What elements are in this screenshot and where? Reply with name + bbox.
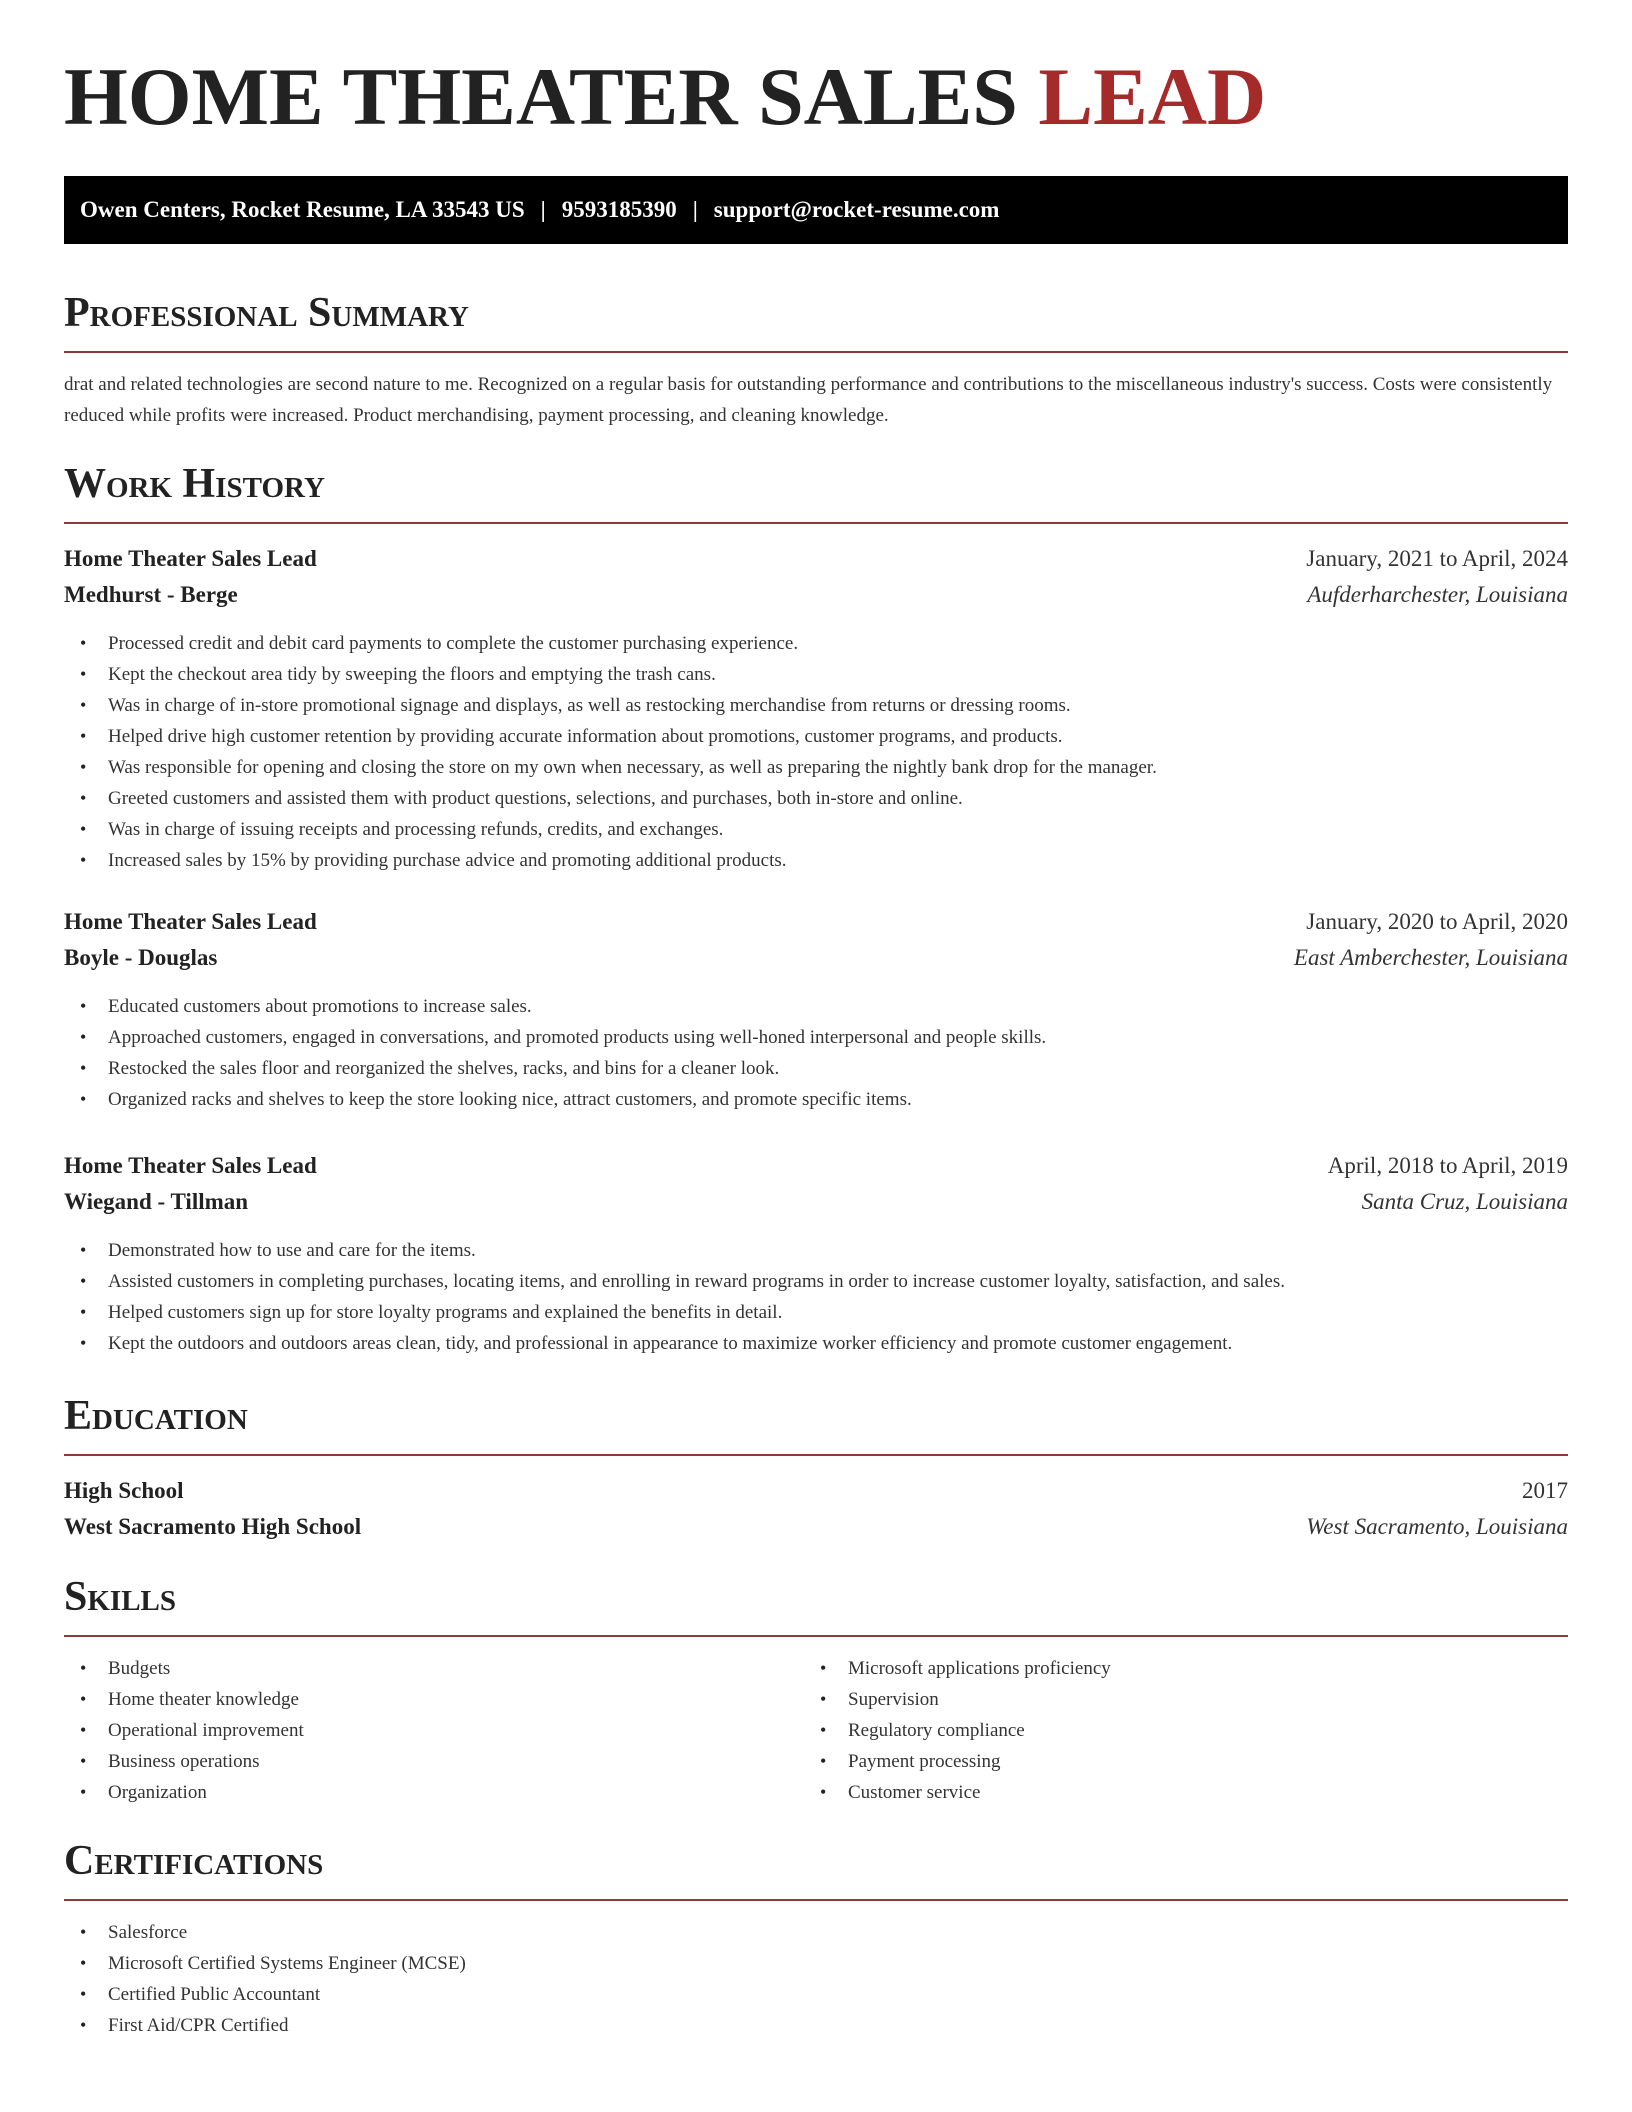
skills-list-left bbox=[64, 1653, 304, 1808]
job-duty: • Increased sales by 15% by providing purchase advice and promoting additional products. bbox=[64, 845, 1157, 876]
job-duty: • Processed credit and debit card payments to complete the customer purchasing experience. bbox=[64, 628, 1157, 659]
job-dates: April, 2018 to April, 2019 bbox=[1327, 1153, 1568, 1178]
education-heading: Education bbox=[64, 1393, 248, 1439]
job-header bbox=[64, 1150, 1568, 1182]
contact-address: Owen Centers, Rocket Resume, LA 33543 US bbox=[80, 197, 525, 222]
job-duties-list bbox=[64, 1235, 1285, 1359]
skills-heading: Skills bbox=[64, 1574, 177, 1620]
skill-item: • Business operations bbox=[64, 1746, 304, 1777]
job-duty: • Was in charge of in-store promotional signage and displays, as well as restocking merchandise from returns or dressing rooms. bbox=[64, 690, 1157, 721]
section-divider bbox=[64, 351, 1568, 353]
contact-bar bbox=[64, 176, 1568, 244]
job-duty: • Helped drive high customer retention by providing accurate information about promotions, customer programs, and products. bbox=[64, 721, 1157, 752]
skill-item: • Payment processing bbox=[804, 1746, 1111, 1777]
job-duty: • Kept the checkout area tidy by sweeping the floors and emptying the trash cans. bbox=[64, 659, 1157, 690]
job-location: Aufderharchester, Louisiana bbox=[1307, 582, 1568, 607]
job-header bbox=[64, 543, 1568, 575]
job-duty: • Restocked the sales floor and reorganized the shelves, racks, and bins for a cleaner look. bbox=[64, 1053, 1046, 1084]
job-duty: • Kept the outdoors and outdoors areas clean, tidy, and professional in appearance to maximize worker efficiency and promote customer engagement. bbox=[64, 1328, 1285, 1359]
education-location: West Sacramento, Louisiana bbox=[1306, 1514, 1568, 1539]
section-divider bbox=[64, 1454, 1568, 1456]
job-duty: • Organized racks and shelves to keep the store looking nice, attract customers, and promote specific items. bbox=[64, 1084, 1046, 1115]
skill-item: • Regulatory compliance bbox=[804, 1715, 1111, 1746]
certifications-list bbox=[64, 1917, 466, 2041]
contact-phone: 9593185390 bbox=[561, 197, 677, 222]
job-duty: • Approached customers, engaged in conversations, and promoted products using well-honed interpersonal and people skills. bbox=[64, 1022, 1046, 1053]
skill-item: • Operational improvement bbox=[64, 1715, 304, 1746]
job-location: Santa Cruz, Louisiana bbox=[1361, 1189, 1568, 1214]
contact-email: support@rocket-resume.com bbox=[713, 197, 1000, 222]
job-company: Boyle - Douglas bbox=[64, 945, 218, 970]
certification-item: • Microsoft Certified Systems Engineer (MCSE) bbox=[64, 1948, 466, 1979]
title-accent: LEAD bbox=[1038, 51, 1267, 142]
skill-item: • Microsoft applications proficiency bbox=[804, 1653, 1111, 1684]
education-school: West Sacramento High School bbox=[64, 1514, 362, 1539]
title-main: HOME THEATER SALES bbox=[64, 51, 1018, 142]
skills-list-right bbox=[804, 1653, 1111, 1808]
job-header bbox=[64, 906, 1568, 938]
job-subheader bbox=[64, 1186, 1568, 1218]
section-divider bbox=[64, 1899, 1568, 1901]
job-dates: January, 2021 to April, 2024 bbox=[1306, 546, 1568, 571]
job-duty: • Greeted customers and assisted them with product questions, selections, and purchases, both in-store and online. bbox=[64, 783, 1157, 814]
job-duty: • Educated customers about promotions to increase sales. bbox=[64, 991, 1046, 1022]
section-divider bbox=[64, 1635, 1568, 1637]
contact-separator: | bbox=[540, 197, 546, 222]
job-dates: January, 2020 to April, 2020 bbox=[1306, 909, 1568, 934]
summary-text: drat and related technologies are second nature to me. Recognized on a regular basis for outstanding performance and contributions to the miscellaneous industry's success. Costs were consistently reduced while profits were increased. Product merchandising, payment processing, and cleaning knowledge. bbox=[64, 374, 1553, 426]
certification-item: • First Aid/CPR Certified bbox=[64, 2010, 466, 2041]
job-location: East Amberchester, Louisiana bbox=[1293, 945, 1568, 970]
job-duties-list bbox=[64, 628, 1157, 876]
job-duties-list bbox=[64, 991, 1046, 1115]
job-title: Home Theater Sales Lead bbox=[64, 546, 317, 571]
skill-item: • Budgets bbox=[64, 1653, 304, 1684]
certification-item: • Certified Public Accountant bbox=[64, 1979, 466, 2010]
job-duty: • Demonstrated how to use and care for the items. bbox=[64, 1235, 1285, 1266]
work-history-heading: Work History bbox=[64, 461, 325, 507]
job-subheader bbox=[64, 942, 1568, 974]
page-title bbox=[64, 51, 1267, 142]
summary-heading: Professional Summary bbox=[64, 290, 469, 336]
certifications-heading: Certifications bbox=[64, 1838, 324, 1884]
job-company: Medhurst - Berge bbox=[64, 582, 238, 607]
education-header bbox=[64, 1475, 1568, 1507]
section-divider bbox=[64, 522, 1568, 524]
job-company: Wiegand - Tillman bbox=[64, 1189, 249, 1214]
skill-item: • Home theater knowledge bbox=[64, 1684, 304, 1715]
job-duty: • Assisted customers in completing purchases, locating items, and enrolling in reward programs in order to increase customer loyalty, satisfaction, and sales. bbox=[64, 1266, 1285, 1297]
certification-item: • Salesforce bbox=[64, 1917, 466, 1948]
job-title: Home Theater Sales Lead bbox=[64, 1153, 317, 1178]
education-degree: High School bbox=[64, 1478, 184, 1503]
education-subheader bbox=[64, 1511, 1568, 1543]
job-duty: • Helped customers sign up for store loyalty programs and explained the benefits in detail. bbox=[64, 1297, 1285, 1328]
job-subheader bbox=[64, 579, 1568, 611]
job-duty: • Was in charge of issuing receipts and processing refunds, credits, and exchanges. bbox=[64, 814, 1157, 845]
contact-separator: | bbox=[692, 197, 698, 222]
job-title: Home Theater Sales Lead bbox=[64, 909, 317, 934]
job-duty: • Was responsible for opening and closing the store on my own when necessary, as well as preparing the nightly bank drop for the manager. bbox=[64, 752, 1157, 783]
skill-item: • Customer service bbox=[804, 1777, 1111, 1808]
skill-item: • Supervision bbox=[804, 1684, 1111, 1715]
skill-item: • Organization bbox=[64, 1777, 304, 1808]
education-year: 2017 bbox=[1522, 1478, 1568, 1503]
